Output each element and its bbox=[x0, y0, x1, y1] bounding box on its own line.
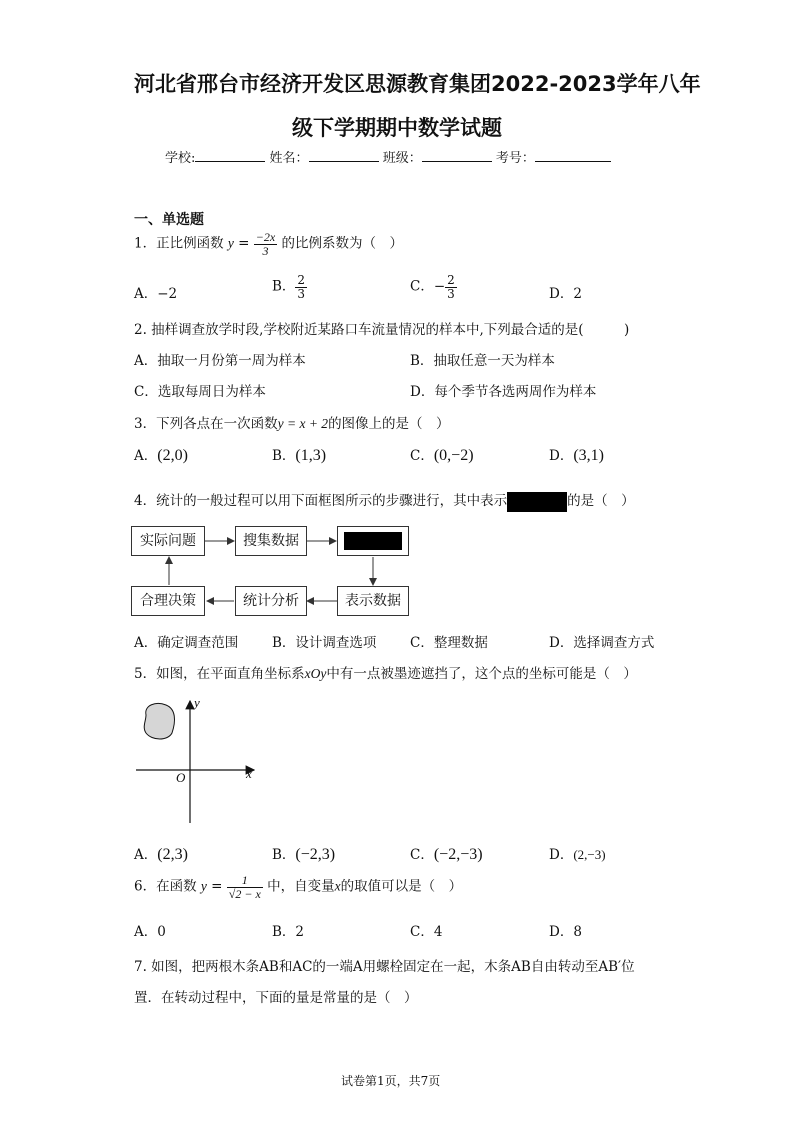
q3-option-b[interactable]: B．(1,3) bbox=[272, 447, 327, 464]
flow-box-statistical-analysis: 统计分析 bbox=[235, 586, 307, 616]
ink-blot bbox=[144, 703, 174, 739]
school-blank bbox=[195, 149, 265, 162]
q6-option-c[interactable]: C．4 bbox=[410, 924, 443, 940]
q3-option-d[interactable]: D．(3,1) bbox=[549, 447, 604, 464]
q1-text-post: 的比例系数为（ ） bbox=[281, 235, 404, 252]
flow-box-redaction bbox=[344, 532, 402, 550]
q1-b-fraction: $\frac{2}{3}$ bbox=[297, 273, 306, 301]
q3-option-c[interactable]: C．(0,−2) bbox=[410, 447, 474, 464]
q5-option-d[interactable]: D．(2,−3) bbox=[549, 847, 606, 863]
name-label: 姓名： bbox=[269, 151, 309, 166]
flow-box-hidden bbox=[337, 526, 409, 556]
question-6: 6．在函数 y = $\frac{1}{√2 - x}$ 中，自变量x的取值可以是（ ） bbox=[134, 873, 463, 901]
question-7-line1: 7. 如图，把两根木条AB和AC的一端A用螺栓固定在一起，木条AB自由转动至AB′位 bbox=[134, 959, 635, 975]
q1-option-b[interactable]: B． $\frac{2}{3}$ bbox=[272, 273, 306, 301]
q1-y: y bbox=[227, 235, 234, 251]
q2-option-a[interactable]: A．抽取一月份第一周为样本 bbox=[134, 353, 306, 369]
q1-option-a[interactable]: A．−2 bbox=[134, 286, 178, 302]
q6-y: y bbox=[200, 878, 207, 894]
number-label: 考号： bbox=[495, 151, 535, 166]
q6-option-d[interactable]: D．8 bbox=[549, 924, 582, 940]
q6-fraction: $\frac{1}{√2 - x}$ bbox=[228, 873, 261, 901]
flow-box-reasonable-decision: 合理决策 bbox=[131, 586, 205, 616]
question-7-line2: 置．在转动过程中，下面的量是常量的是（ ） bbox=[134, 990, 418, 1006]
number-blank bbox=[535, 149, 611, 162]
question-2: 2. 抽样调查放学时段,学校附近某路口车流量情况的样本中,下列最合适的是( ) bbox=[134, 322, 630, 338]
q6-option-a[interactable]: A．0 bbox=[134, 924, 166, 940]
school-label: 学校: bbox=[165, 151, 196, 166]
q2-option-d[interactable]: D．每个季节各选两周作为样本 bbox=[410, 384, 597, 400]
q2-option-b[interactable]: B．抽取任意一天为样本 bbox=[410, 353, 555, 369]
flow-box-represent-data: 表示数据 bbox=[337, 586, 409, 616]
title-line2: 级下学期期中数学试题 bbox=[292, 116, 502, 140]
q2-option-c[interactable]: C．选取每周日为样本 bbox=[134, 384, 266, 400]
q1-fraction: $\frac{-2x}{3}$ bbox=[255, 230, 276, 258]
q3-formula: y = x + 2 bbox=[277, 416, 329, 431]
question-3: 3．下列各点在一次函数y = x + 2的图像上的是（ ） bbox=[134, 416, 450, 432]
q1-text-pre: 1．正比例函数 bbox=[134, 235, 224, 252]
question-1: 1．正比例函数 y = $\frac{-2x}{3}$ 的比例系数为（ ） bbox=[134, 230, 404, 258]
origin-label: O bbox=[176, 770, 186, 785]
coordinate-plane-diagram bbox=[134, 695, 264, 825]
q4-option-a[interactable]: A．确定调查范围 bbox=[134, 635, 239, 651]
q3-option-a[interactable]: A．(2,0) bbox=[134, 447, 188, 464]
q1-option-d[interactable]: D．2 bbox=[549, 286, 582, 302]
section-heading: 一、单选题 bbox=[134, 212, 204, 228]
q6-option-b[interactable]: B．2 bbox=[272, 924, 305, 940]
title-line1: 河北省邢台市经济开发区思源教育集团2022-2023学年八年 bbox=[134, 72, 701, 96]
name-blank bbox=[309, 149, 379, 162]
class-label: 班级： bbox=[382, 151, 422, 166]
question-4: 4．统计的一般过程可以用下面框图所示的步骤进行，其中表示 的是（ ） bbox=[134, 489, 635, 512]
q5-option-c[interactable]: C．(−2,−3) bbox=[410, 846, 483, 863]
q5-xoy: xOy bbox=[304, 666, 327, 681]
q1-option-c[interactable]: C．− $\frac{2}{3}$ bbox=[410, 273, 455, 301]
question-5: 5．如图，在平面直角坐标系xOy中有一点被墨迹遮挡了，这个点的坐标可能是（ ） bbox=[134, 666, 637, 682]
q1-c-fraction: $\frac{2}{3}$ bbox=[447, 273, 455, 301]
page-footer: 试卷第1页，共7页 bbox=[341, 1074, 441, 1088]
class-blank bbox=[422, 149, 492, 162]
q4-option-d[interactable]: D．选择调查方式 bbox=[549, 635, 655, 651]
q5-option-a[interactable]: A．(2,3) bbox=[134, 846, 188, 863]
flow-box-collect-data: 搜集数据 bbox=[235, 526, 307, 556]
q4-option-b[interactable]: B．设计调查选项 bbox=[272, 635, 377, 651]
x-axis-label: x bbox=[246, 766, 252, 781]
q5-option-b[interactable]: B．(−2,3) bbox=[272, 846, 336, 863]
q4-option-c[interactable]: C．整理数据 bbox=[410, 635, 488, 651]
y-axis-label: y bbox=[194, 695, 200, 710]
redaction-block bbox=[507, 492, 567, 512]
student-info-line bbox=[165, 147, 611, 166]
flow-box-actual-problem: 实际问题 bbox=[131, 526, 205, 556]
